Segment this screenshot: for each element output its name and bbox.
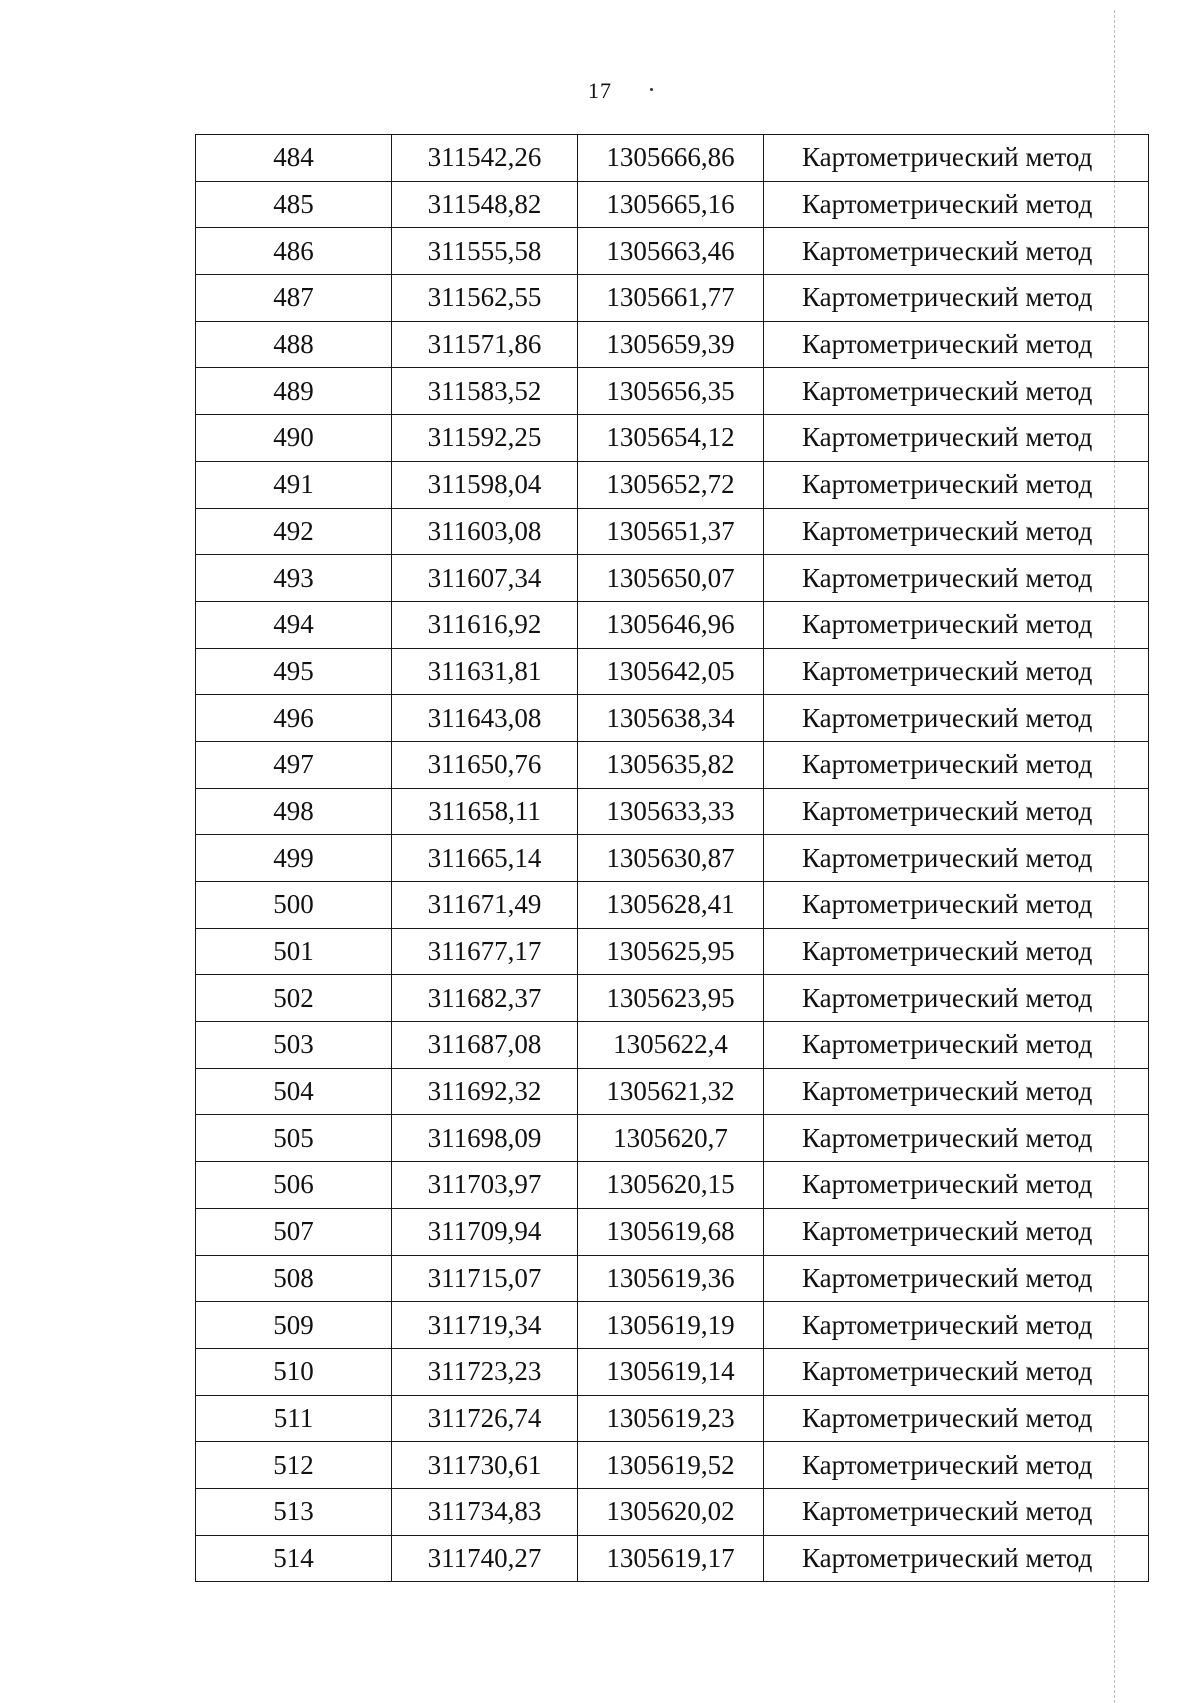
cell-x-coordinate: 311677,17	[392, 928, 578, 975]
cell-point-number: 507	[196, 1208, 392, 1255]
cell-y-coordinate: 1305630,87	[578, 835, 764, 882]
cell-x-coordinate: 311643,08	[392, 695, 578, 742]
cell-point-number: 502	[196, 975, 392, 1022]
cell-method: Картометрический метод	[764, 508, 1149, 555]
cell-method: Картометрический метод	[764, 1535, 1149, 1582]
cell-x-coordinate: 311682,37	[392, 975, 578, 1022]
cell-x-coordinate: 311665,14	[392, 835, 578, 882]
cell-y-coordinate: 1305646,96	[578, 601, 764, 648]
cell-y-coordinate: 1305619,23	[578, 1395, 764, 1442]
table-row	[196, 1535, 1149, 1582]
cell-method: Картометрический метод	[764, 975, 1149, 1022]
cell-x-coordinate: 311726,74	[392, 1395, 578, 1442]
cell-y-coordinate: 1305656,35	[578, 368, 764, 415]
cell-point-number: 501	[196, 928, 392, 975]
table-row	[196, 928, 1149, 975]
table-row	[196, 555, 1149, 602]
table-row	[196, 1022, 1149, 1069]
cell-y-coordinate: 1305619,36	[578, 1255, 764, 1302]
cell-method: Картометрический метод	[764, 648, 1149, 695]
cell-x-coordinate: 311698,09	[392, 1115, 578, 1162]
cell-x-coordinate: 311703,97	[392, 1162, 578, 1209]
cell-x-coordinate: 311687,08	[392, 1022, 578, 1069]
scan-dot	[650, 88, 653, 91]
cell-x-coordinate: 311555,58	[392, 228, 578, 275]
cell-y-coordinate: 1305619,68	[578, 1208, 764, 1255]
cell-method: Картометрический метод	[764, 135, 1149, 182]
cell-method: Картометрический метод	[764, 601, 1149, 648]
table-row	[196, 275, 1149, 322]
cell-method: Картометрический метод	[764, 1348, 1149, 1395]
cell-method: Картометрический метод	[764, 555, 1149, 602]
cell-point-number: 495	[196, 648, 392, 695]
cell-point-number: 512	[196, 1442, 392, 1489]
cell-y-coordinate: 1305663,46	[578, 228, 764, 275]
cell-point-number: 496	[196, 695, 392, 742]
cell-x-coordinate: 311658,11	[392, 788, 578, 835]
cell-y-coordinate: 1305666,86	[578, 135, 764, 182]
table-row	[196, 835, 1149, 882]
cell-y-coordinate: 1305654,12	[578, 415, 764, 462]
cell-y-coordinate: 1305619,52	[578, 1442, 764, 1489]
table-row	[196, 648, 1149, 695]
table-row	[196, 882, 1149, 929]
cell-x-coordinate: 311715,07	[392, 1255, 578, 1302]
cell-x-coordinate: 311571,86	[392, 321, 578, 368]
table-row	[196, 508, 1149, 555]
cell-y-coordinate: 1305620,15	[578, 1162, 764, 1209]
cell-x-coordinate: 311719,34	[392, 1302, 578, 1349]
cell-method: Картометрический метод	[764, 1488, 1149, 1535]
cell-x-coordinate: 311730,61	[392, 1442, 578, 1489]
cell-method: Картометрический метод	[764, 1022, 1149, 1069]
cell-point-number: 508	[196, 1255, 392, 1302]
cell-method: Картометрический метод	[764, 321, 1149, 368]
cell-x-coordinate: 311734,83	[392, 1488, 578, 1535]
table-row	[196, 415, 1149, 462]
table-row	[196, 1255, 1149, 1302]
cell-method: Картометрический метод	[764, 1068, 1149, 1115]
cell-method: Картометрический метод	[764, 1395, 1149, 1442]
cell-x-coordinate: 311631,81	[392, 648, 578, 695]
cell-method: Картометрический метод	[764, 741, 1149, 788]
cell-point-number: 513	[196, 1488, 392, 1535]
cell-method: Картометрический метод	[764, 695, 1149, 742]
cell-x-coordinate: 311542,26	[392, 135, 578, 182]
cell-x-coordinate: 311616,92	[392, 601, 578, 648]
cell-point-number: 494	[196, 601, 392, 648]
cell-y-coordinate: 1305621,32	[578, 1068, 764, 1115]
cell-y-coordinate: 1305619,17	[578, 1535, 764, 1582]
cell-point-number: 506	[196, 1162, 392, 1209]
cell-method: Картометрический метод	[764, 835, 1149, 882]
cell-method: Картометрический метод	[764, 1162, 1149, 1209]
cell-y-coordinate: 1305620,7	[578, 1115, 764, 1162]
cell-y-coordinate: 1305620,02	[578, 1488, 764, 1535]
cell-point-number: 504	[196, 1068, 392, 1115]
cell-point-number: 498	[196, 788, 392, 835]
table-row	[196, 695, 1149, 742]
table-row	[196, 741, 1149, 788]
cell-y-coordinate: 1305650,07	[578, 555, 764, 602]
table-row	[196, 368, 1149, 415]
cell-y-coordinate: 1305623,95	[578, 975, 764, 1022]
cell-y-coordinate: 1305619,19	[578, 1302, 764, 1349]
cell-point-number: 490	[196, 415, 392, 462]
coordinates-table	[195, 134, 1149, 1582]
table-row	[196, 1068, 1149, 1115]
table-row	[196, 135, 1149, 182]
cell-method: Картометрический метод	[764, 1255, 1149, 1302]
cell-y-coordinate: 1305625,95	[578, 928, 764, 975]
cell-x-coordinate: 311709,94	[392, 1208, 578, 1255]
cell-x-coordinate: 311548,82	[392, 181, 578, 228]
cell-y-coordinate: 1305628,41	[578, 882, 764, 929]
cell-point-number: 509	[196, 1302, 392, 1349]
cell-y-coordinate: 1305619,14	[578, 1348, 764, 1395]
cell-y-coordinate: 1305652,72	[578, 461, 764, 508]
cell-method: Картометрический метод	[764, 882, 1149, 929]
cell-point-number: 505	[196, 1115, 392, 1162]
table-row	[196, 1208, 1149, 1255]
table-row	[196, 1162, 1149, 1209]
cell-y-coordinate: 1305665,16	[578, 181, 764, 228]
cell-point-number: 487	[196, 275, 392, 322]
cell-x-coordinate: 311723,23	[392, 1348, 578, 1395]
cell-method: Картометрический метод	[764, 368, 1149, 415]
cell-point-number: 500	[196, 882, 392, 929]
cell-point-number: 485	[196, 181, 392, 228]
cell-x-coordinate: 311607,34	[392, 555, 578, 602]
coordinates-table-body	[196, 135, 1149, 1582]
table-row	[196, 1488, 1149, 1535]
table-row	[196, 601, 1149, 648]
page-number-text: 17	[588, 78, 612, 103]
cell-y-coordinate: 1305651,37	[578, 508, 764, 555]
table-row	[196, 228, 1149, 275]
cell-point-number: 497	[196, 741, 392, 788]
cell-method: Картометрический метод	[764, 415, 1149, 462]
cell-y-coordinate: 1305642,05	[578, 648, 764, 695]
cell-method: Картометрический метод	[764, 1208, 1149, 1255]
cell-y-coordinate: 1305622,4	[578, 1022, 764, 1069]
cell-method: Картометрический метод	[764, 1442, 1149, 1489]
cell-point-number: 510	[196, 1348, 392, 1395]
cell-x-coordinate: 311583,52	[392, 368, 578, 415]
table-row	[196, 1348, 1149, 1395]
cell-method: Картометрический метод	[764, 228, 1149, 275]
cell-x-coordinate: 311671,49	[392, 882, 578, 929]
cell-method: Картометрический метод	[764, 788, 1149, 835]
cell-y-coordinate: 1305659,39	[578, 321, 764, 368]
table-row	[196, 461, 1149, 508]
cell-x-coordinate: 311650,76	[392, 741, 578, 788]
cell-y-coordinate: 1305638,34	[578, 695, 764, 742]
cell-point-number: 489	[196, 368, 392, 415]
table-row	[196, 1115, 1149, 1162]
cell-method: Картометрический метод	[764, 1302, 1149, 1349]
cell-x-coordinate: 311598,04	[392, 461, 578, 508]
table-row	[196, 1395, 1149, 1442]
cell-point-number: 493	[196, 555, 392, 602]
cell-y-coordinate: 1305661,77	[578, 275, 764, 322]
table-row	[196, 1302, 1149, 1349]
cell-point-number: 484	[196, 135, 392, 182]
cell-x-coordinate: 311603,08	[392, 508, 578, 555]
cell-method: Картометрический метод	[764, 1115, 1149, 1162]
cell-point-number: 503	[196, 1022, 392, 1069]
cell-y-coordinate: 1305635,82	[578, 741, 764, 788]
table-row	[196, 975, 1149, 1022]
cell-x-coordinate: 311692,32	[392, 1068, 578, 1115]
cell-point-number: 488	[196, 321, 392, 368]
cell-point-number: 492	[196, 508, 392, 555]
cell-point-number: 514	[196, 1535, 392, 1582]
cell-method: Картометрический метод	[764, 181, 1149, 228]
cell-method: Картометрический метод	[764, 928, 1149, 975]
cell-point-number: 491	[196, 461, 392, 508]
table-row	[196, 181, 1149, 228]
cell-x-coordinate: 311740,27	[392, 1535, 578, 1582]
cell-method: Картометрический метод	[764, 461, 1149, 508]
cell-x-coordinate: 311562,55	[392, 275, 578, 322]
table-row	[196, 788, 1149, 835]
page-number	[0, 78, 1200, 104]
cell-point-number: 499	[196, 835, 392, 882]
cell-point-number: 511	[196, 1395, 392, 1442]
cell-point-number: 486	[196, 228, 392, 275]
table-row	[196, 1442, 1149, 1489]
cell-method: Картометрический метод	[764, 275, 1149, 322]
table-row	[196, 321, 1149, 368]
cell-x-coordinate: 311592,25	[392, 415, 578, 462]
cell-y-coordinate: 1305633,33	[578, 788, 764, 835]
